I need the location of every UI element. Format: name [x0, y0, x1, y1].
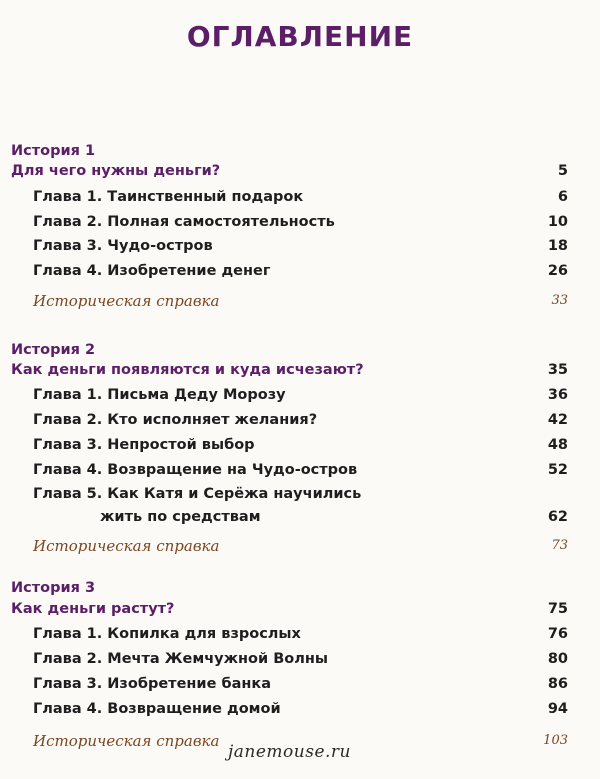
page-number: 5	[557, 163, 568, 179]
chapter-title: Глава 1. Копилка для взрослых	[33, 626, 301, 642]
page-number: 42	[547, 412, 568, 428]
page-number: 103	[543, 733, 568, 748]
chapter-entry	[33, 648, 568, 670]
page-number: 18	[547, 238, 568, 254]
page-number: 62	[547, 509, 568, 525]
page-number: 86	[547, 676, 568, 692]
chapter-title: Глава 1. Письма Деду Морозу	[33, 387, 286, 403]
page-number: 6	[557, 189, 568, 205]
chapter-title: Глава 2. Мечта Жемчужной Волны	[33, 651, 328, 667]
page-title: ОГЛАВЛЕНИЕ	[186, 20, 414, 53]
story-question	[11, 359, 568, 381]
page-number: 33	[551, 293, 568, 308]
reference-title: Историческая справка	[33, 732, 220, 750]
story-label: История 1	[11, 143, 96, 159]
chapter-title: Глава 5. Как Катя и Серёжа научились	[33, 486, 362, 502]
page-number: 35	[547, 362, 568, 378]
chapter-entry	[33, 409, 568, 431]
story-question	[11, 598, 568, 620]
reference-title: Историческая справка	[33, 292, 220, 310]
chapter-title: Глава 3. Непростой выбор	[33, 437, 255, 453]
chapter-entry	[33, 186, 568, 208]
page-number: 48	[547, 437, 568, 453]
story-label: История 3	[11, 580, 96, 596]
historical-reference	[33, 290, 568, 312]
historical-reference	[33, 535, 568, 557]
story-label: История 2	[11, 342, 96, 358]
chapter-entry	[33, 673, 568, 695]
page-number: 36	[547, 387, 568, 403]
chapter-title: Глава 4. Изобретение денег	[33, 263, 271, 279]
page-number: 80	[547, 651, 568, 667]
question-title: Для чего нужны деньги?	[11, 163, 221, 179]
page-number: 94	[547, 701, 568, 717]
page-number: 26	[547, 263, 568, 279]
chapter-title: Глава 3. Чудо-остров	[33, 238, 213, 254]
page-number: 10	[547, 214, 568, 230]
chapter-entry	[33, 483, 568, 529]
chapter-title: Глава 4. Возвращение на Чудо-остров	[33, 462, 358, 478]
chapter-entry	[33, 211, 568, 233]
chapter-title-continued: жить по средствам	[100, 509, 261, 525]
chapter-entry	[33, 698, 568, 720]
chapter-title: Глава 2. Кто исполняет желания?	[33, 412, 318, 428]
page-number: 73	[551, 538, 568, 553]
chapter-entry	[33, 459, 568, 481]
reference-title: Историческая справка	[33, 537, 220, 555]
page-number: 75	[547, 601, 568, 617]
chapter-title: Глава 3. Изобретение банка	[33, 676, 272, 692]
question-title: Как деньги растут?	[11, 601, 175, 617]
chapter-entry	[33, 623, 568, 645]
chapter-title: Глава 1. Таинственный подарок	[33, 189, 304, 205]
question-title: Как деньги появляются и куда исчезают?	[11, 362, 364, 378]
story-question	[11, 160, 568, 182]
chapter-entry	[33, 260, 568, 282]
chapter-entry	[33, 235, 568, 257]
chapter-title: Глава 4. Возвращение домой	[33, 701, 281, 717]
watermark: janemouse.ru	[228, 742, 351, 762]
page-number: 76	[547, 626, 568, 642]
chapter-title: Глава 2. Полная самостоятельность	[33, 214, 335, 230]
chapter-entry	[33, 434, 568, 456]
chapter-entry	[33, 384, 568, 406]
page-number: 52	[547, 462, 568, 478]
